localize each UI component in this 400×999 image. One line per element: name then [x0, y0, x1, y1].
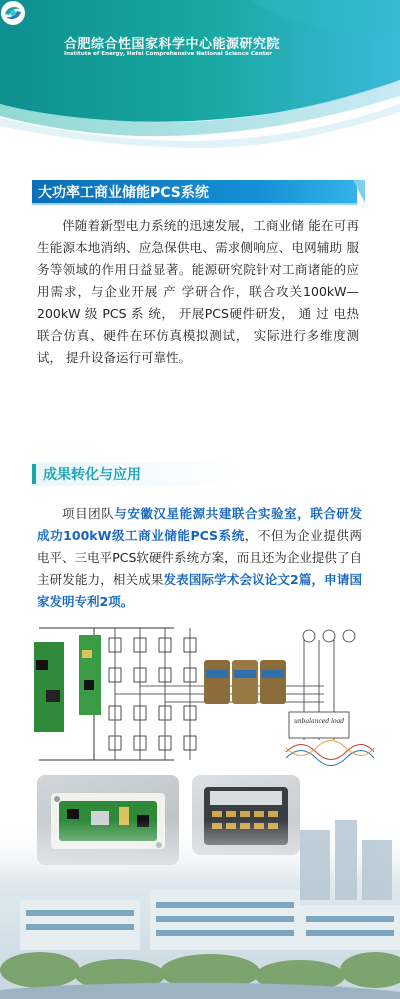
section2-title-bar — [32, 462, 242, 486]
paragraph-highlight-results: 发表国际学术会议论文2篇，申请国家发明专利2项。 — [37, 572, 362, 609]
load-label: unbalanced load — [293, 718, 345, 725]
section1-paragraph: 伴随着新型电力系统的迅速发展，工商业储 能在可再生能源本地消纳、应急保供电、需求侧响应、电网辅助 服务等领域的作用日益显著。能源研究院针对工商诸能的应用需求，与企业开展 产 学研合作，联合攻关100kW—200kW 级 PCS 系 统， 开展PCS硬件研发， 通 过 电热联合仿真、硬件在环仿真模拟测试， 实际进行多维度测试， 提升设备运行可靠性。 — [37, 218, 359, 365]
control-board-left — [34, 642, 64, 732]
filter-inductors — [204, 660, 286, 704]
grid-source-symbols — [303, 630, 355, 642]
header-banner — [0, 0, 400, 150]
org-name-en: Institute of Energy, Hefei Comprehensive National Science Center — [64, 51, 272, 57]
control-board-center — [79, 635, 101, 715]
paragraph-part-c: ，不但为企业提供两电平、三电平PCS软硬件系统方案，而且还为企业提供了自主研发能力，相关成果 — [37, 528, 362, 587]
paragraph-part-a: 项目团队 — [62, 506, 115, 521]
institute-logo — [0, 0, 26, 26]
title-underline — [32, 203, 357, 205]
title-bar-tail — [353, 180, 365, 203]
section2-title-marker — [32, 464, 36, 484]
section2-title: 成果转化与应用 — [43, 467, 141, 483]
ac-waveform — [286, 741, 374, 766]
header-wave-background — [0, 0, 400, 150]
load-box — [289, 712, 349, 738]
pcs-circuit-diagram — [24, 620, 379, 770]
paragraph-highlight-lab: 与安徽汉星能源共建联合实验室，联合研发成功100kW级工商业储能PCS系统 — [37, 506, 362, 543]
section1-title: 大功率工商业储能PCS系统 — [38, 185, 209, 201]
section2-paragraph — [37, 503, 362, 613]
city-background — [0, 820, 400, 999]
section1-title-bar — [32, 180, 357, 203]
org-name-cn: 合肥综合性国家科学中心能源研究院 — [64, 37, 281, 52]
